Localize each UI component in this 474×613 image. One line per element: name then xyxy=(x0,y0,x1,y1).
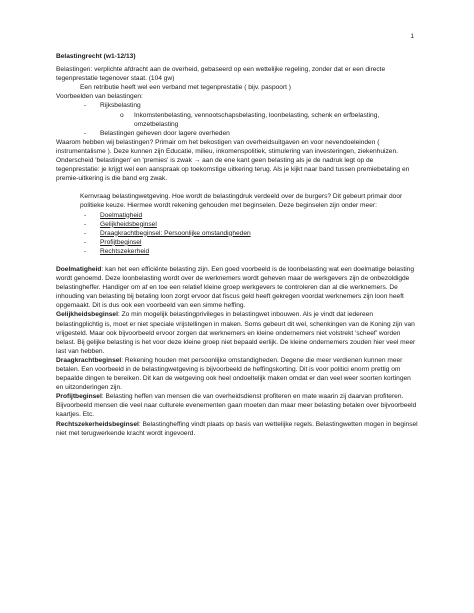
belasting-definition: Belastingen: verplichte afdracht aan de overheid, gebaseerd op een wettelijke regeling, zonder dat er een directe tegenprestatie tegenover staat. (104 gw) xyxy=(56,66,386,83)
explanation-gelijkheid xyxy=(56,310,418,355)
list-item: - Profijtbeginsel xyxy=(56,238,418,247)
retributie-note: Een retributie heeft wel een verband met tegenprestatie ( bijv. paspoort ) xyxy=(80,84,291,92)
document-title: Belastingrecht (w1-12/13) xyxy=(56,53,136,60)
term: Draagkrachtbeginsel xyxy=(56,356,122,364)
explanation-doelmatigheid xyxy=(56,265,418,310)
term: Profijtbeginsel xyxy=(56,393,102,401)
principles-list xyxy=(56,211,418,256)
examples-list xyxy=(56,101,418,137)
explanation-text: : kan het een efficiënte belasting zijn. Een goed voorbeeld is de loonbelasting wat een doelmatige belasting wordt genoemd. Deze loonbelasting wordt over de werknemers wordt geheven maar de werkgevers zijn de onbezoldigde belastingheffer. Handiger om af en toe een relatief kleine groep werkgevers te controleren dan al die werknemers. De inhouding van belasting bij betaling loon zorgt ervoor dat fiscus geld heeft gekregen voordat werknemers zijn loon heeft opgemaakt. Dit is dus ook een voorbeeld van een simme heffing. xyxy=(56,265,415,310)
term: Gelijkheidsbeginsel xyxy=(56,311,118,319)
explanation-text: : Belasting heffen van mensen die van overheidsdienst profiteren en mate waarin zij daarvan profiteren. Bijvoorbeeld mensen die veel naar culturele evenementen gaan moeten dan maar meer belasting betalen over bijvoorbeeld kaartjes. Etc. xyxy=(56,393,417,419)
list-item: - Gelijkheidsbeginsel xyxy=(56,220,418,229)
examples-heading: Voorbeelden van belastingen: xyxy=(56,93,143,101)
explanation-text: : Belastingheffing vindt plaats op basis van wettelijke regels. Belastingwetten mogen in beginsel niet met terugwerkende kracht wordt ingevoerd. xyxy=(56,420,418,437)
explanation-rechtszekerheid xyxy=(56,420,418,438)
why-paragraph: Waarom hebben wij belastingen? Primair om het bekostigen van overheidsuitgaven en voor nevendoeleinden ( instrumentalisme ). Deze kunnen zijn Educatie, milieu, inkomenspolitiek, stimulering van investeringen, ziekenhuizen. xyxy=(56,138,398,155)
term: Doelmatigheid xyxy=(56,265,102,273)
explanation-text: : Zo min mogelijk belastingprivileges in belastingwet inbouwen. Als je vindt dat iedereen belastingplichtig is, moet er niet speciale vrijstellingen in maken. Soms gebeurt dit wel, schenkingen van de Koning zijn van vrijgesteld. Maar ook bijvoorbeeld ervoor zorgen dat werknemers en kleine ondernemers niet volstrekt 'scheef' worden belast. Bij gelijke belasting is het voor deze kleine groep niet bepaald eerlijk. De kleine ondernemers zouden hier veel meer last van hebben. xyxy=(56,311,416,355)
list-item: - Rijksbelasting xyxy=(56,101,418,110)
term: Rechtszekerheidsbeginsel xyxy=(56,420,139,428)
list-item: - Belastingen geheven door lagere overheden xyxy=(56,129,418,138)
explanation-profijt xyxy=(56,392,418,419)
difference-paragraph: Onderscheid 'belastingen' en 'premies' is zwak → aan de ene kant geen belasting als je de nadruk legt op de tegenprestatie: je krijgt wel een aanspraak op toekomstige uitkering terug. Als je kijkt naar band tussen premiebetaling en premie-uitkering is die band erg zwak. xyxy=(56,157,410,183)
list-item: o Inkomstenbelasting, vennootschapsbelasting, loonbelasting, schenk en erfbelasting, omzetbelasting xyxy=(56,111,418,129)
explanation-draagkracht xyxy=(56,356,418,392)
list-item: - Draagkrachtbeginsel: Persoonlijke omstandigheden xyxy=(56,229,418,238)
explanation-text: : Rekening houden met persoonlijke omstandigheden. Degene die meer verdienen kunnen meer betalen. Een voorbeeld in de belastingwetgeving is bijvoorbeeld de heffingskorting. Dit is voor politici enorm prettig om bepaalde dingen te bereiken. Dit kan de wetgeving ook heel ondoeltelijk maken omdat er dan veel weer soorten kortingen en uitzonderingen zijn. xyxy=(56,356,411,392)
document-body xyxy=(56,52,418,438)
list-item: - Doelmatigheid xyxy=(56,211,418,220)
list-item: - Rechtszekerheid xyxy=(56,247,418,256)
kernvraag-paragraph: Kernvraag belastingwetgeving. Hoe wordt de belastingdruk verdeeld over de burgers? Dit gebeurt primair door politieke keuze. Hiermee wordt rekening gehouden met beginselen. Deze beginselen zijn onder meer: xyxy=(80,193,403,210)
page-number: 1 xyxy=(410,33,414,40)
